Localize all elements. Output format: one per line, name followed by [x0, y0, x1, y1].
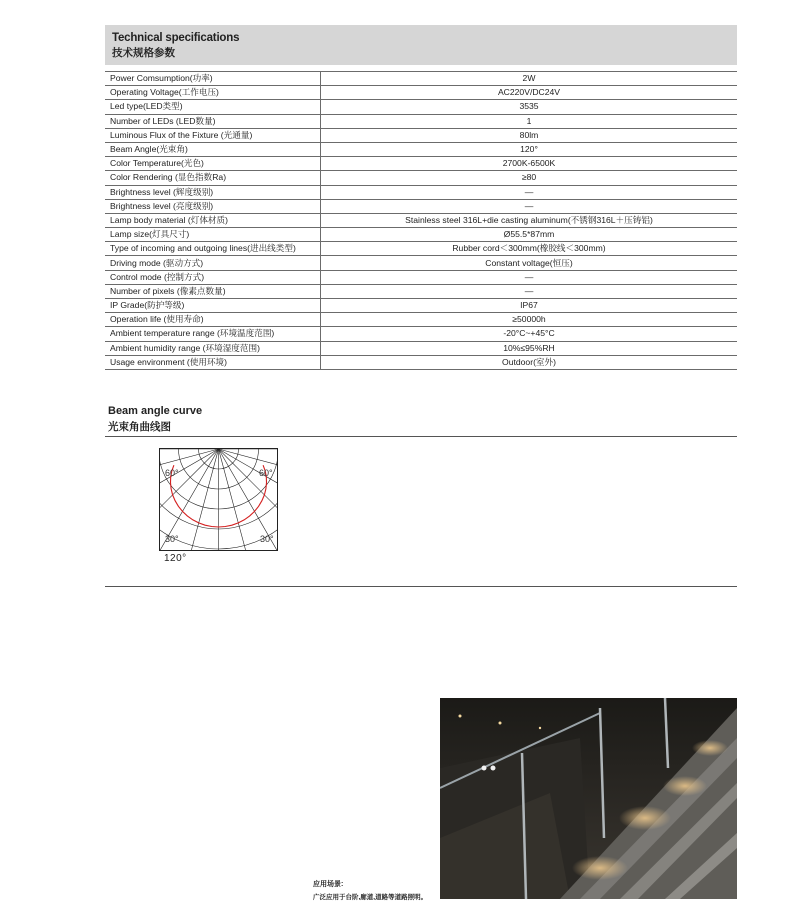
- beam-curve-title-cn: 光束角曲线图: [108, 421, 171, 433]
- spec-row: [105, 142, 737, 156]
- spec-value: 1: [321, 114, 738, 128]
- spec-label: Brightness level (亮度级别): [105, 199, 321, 213]
- spec-label: Number of LEDs (LED数量): [105, 114, 321, 128]
- spec-label: Number of pixels (像素点数量): [105, 284, 321, 298]
- spec-row: [105, 327, 737, 341]
- spec-value: Stainless steel 316L+die casting aluminum(不锈钢316L＋压铸铝): [321, 213, 738, 227]
- application-text: 广泛应用于台阶,廊道,道路等道路照明。: [313, 894, 428, 901]
- spec-label: Driving mode (驱动方式): [105, 256, 321, 270]
- spec-label: Color Rendering (显色指数Ra): [105, 171, 321, 185]
- spec-row: [105, 128, 737, 142]
- spec-row: [105, 157, 737, 171]
- polar-label-top-left: 60°: [165, 468, 179, 478]
- spec-row: [105, 213, 737, 227]
- spec-row: [105, 242, 737, 256]
- spec-row: [105, 114, 737, 128]
- spec-value: AC220V/DC24V: [321, 86, 738, 100]
- spec-row: [105, 299, 737, 313]
- spec-value: IP67: [321, 299, 738, 313]
- spec-value: ≥80: [321, 171, 738, 185]
- spec-title-cn: 技术规格参数: [112, 47, 175, 59]
- spec-label: Power Comsumption(功率): [105, 72, 321, 86]
- spec-value: 2W: [321, 72, 738, 86]
- spec-label: IP Grade(防护等级): [105, 299, 321, 313]
- spec-row: [105, 171, 737, 185]
- spec-label: Ambient temperature range (环境温度范围): [105, 327, 321, 341]
- spec-value: Outdoor(室外): [321, 355, 738, 369]
- spec-label: Control mode (控制方式): [105, 270, 321, 284]
- spec-value: —: [321, 284, 738, 298]
- spec-label: Luminous Flux of the Fixture (光通量): [105, 128, 321, 142]
- spec-value: —: [321, 185, 738, 199]
- spec-value: -20°C~+45°C: [321, 327, 738, 341]
- spec-label: Beam Angle(光束角): [105, 142, 321, 156]
- spec-value: 120°: [321, 142, 738, 156]
- spec-label: Operation life (使用寿命): [105, 313, 321, 327]
- spec-value: —: [321, 199, 738, 213]
- spec-label: Lamp size(灯具尺寸): [105, 228, 321, 242]
- spec-row: [105, 72, 737, 86]
- beam-curve-title-en: Beam angle curve: [108, 405, 203, 417]
- spec-row: [105, 199, 737, 213]
- application-label: 应用场景:: [313, 881, 344, 888]
- spec-value: 2700K-6500K: [321, 157, 738, 171]
- spec-label: Color Temperature(光色): [105, 157, 321, 171]
- spec-label: Led type(LED类型): [105, 100, 321, 114]
- spec-label: Type of incoming and outgoing lines(进出线类型): [105, 242, 321, 256]
- spec-label: Lamp body material (灯体材质): [105, 213, 321, 227]
- spec-row: [105, 185, 737, 199]
- spec-label: Operating Voltage(工作电压): [105, 86, 321, 100]
- spec-row: [105, 256, 737, 270]
- section-divider-bottom: [105, 586, 737, 587]
- spec-value: 10%≤95%RH: [321, 341, 738, 355]
- spec-row: [105, 284, 737, 298]
- spec-value: —: [321, 270, 738, 284]
- beam-angle-caption: 120°: [164, 553, 187, 564]
- spec-value: 80lm: [321, 128, 738, 142]
- spec-row: [105, 355, 737, 369]
- spec-row: [105, 313, 737, 327]
- polar-label-bottom-right: 30°: [260, 534, 274, 544]
- polar-label-top-right: 60°: [259, 468, 273, 478]
- spec-header-band: [105, 25, 737, 65]
- spec-label: Brightness level (辉度级别): [105, 185, 321, 199]
- spec-value: Ø55.5*87mm: [321, 228, 738, 242]
- spec-value: ≥50000h: [321, 313, 738, 327]
- spec-label: Usage environment (使用环境): [105, 355, 321, 369]
- polar-label-bottom-left: 30°: [165, 534, 179, 544]
- spec-value: Rubber cord＜300mm(橡胶线＜300mm): [321, 242, 738, 256]
- spec-label: Ambient humidity range (环境湿度范围): [105, 341, 321, 355]
- spec-table: [105, 71, 737, 370]
- application-photo: [440, 698, 737, 899]
- spec-row: [105, 270, 737, 284]
- section-divider: [105, 436, 737, 437]
- spec-row: [105, 228, 737, 242]
- spec-value: 3535: [321, 100, 738, 114]
- spec-value: Constant voltage(恒压): [321, 256, 738, 270]
- spec-row: [105, 86, 737, 100]
- spec-row: [105, 341, 737, 355]
- spec-title-en: Technical specifications: [112, 32, 240, 44]
- spec-row: [105, 100, 737, 114]
